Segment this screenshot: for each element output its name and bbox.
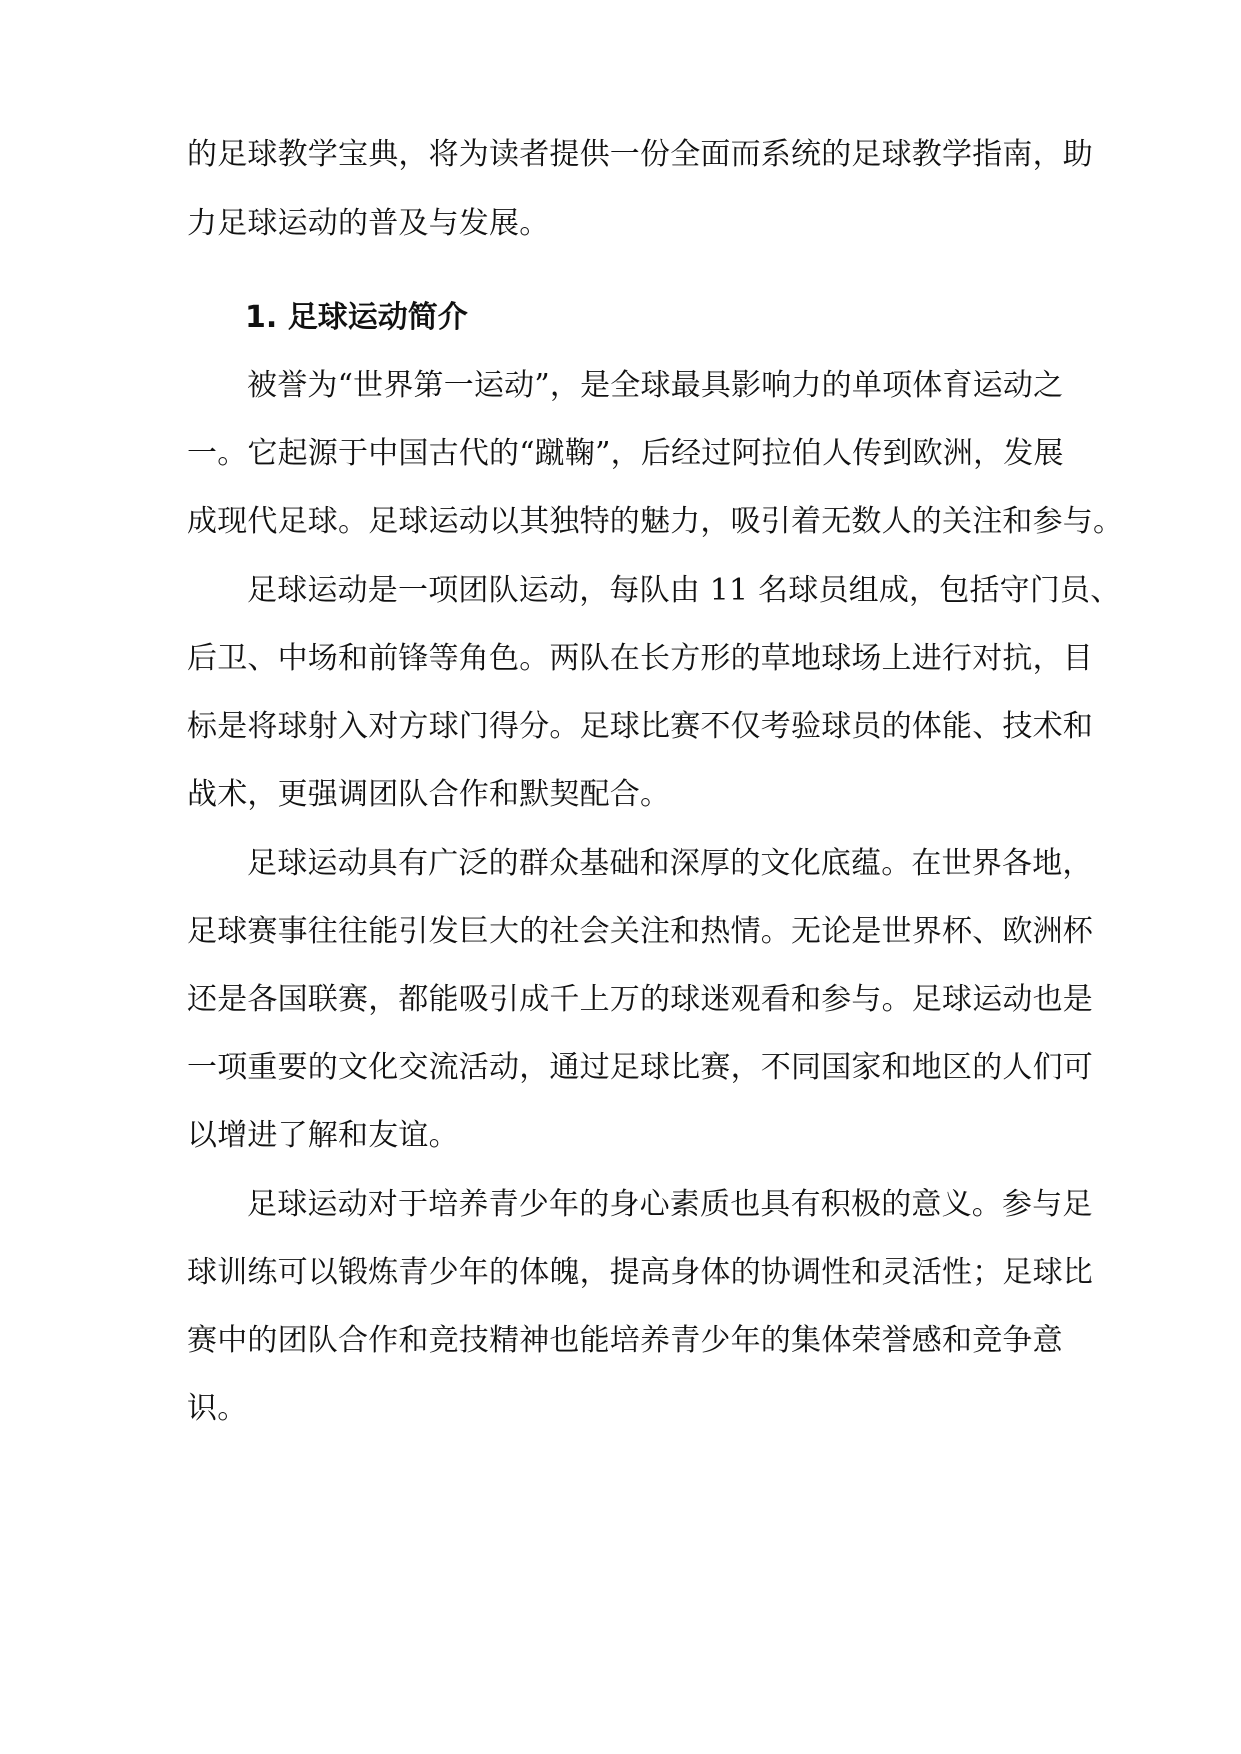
paragraph-3-line-2: 足球赛事往往能引发巨大的社会关注和热情。无论是世界杯、欧洲杯 <box>187 914 1093 949</box>
section-heading: 1. 足球运动简介 <box>245 300 468 335</box>
paragraph-2-line-1: 足球运动是一项团队运动，每队由 11 名球员组成，包括守门员、 <box>247 573 1121 608</box>
paragraph-3-line-5: 以增进了解和友谊。 <box>187 1118 459 1153</box>
paragraph-4-line-2: 球训练可以锻炼青少年的体魄，提高身体的协调性和灵活性；足球比 <box>187 1255 1093 1290</box>
paragraph-2-line-3: 标是将球射入对方球门得分。足球比赛不仅考验球员的体能、技术和 <box>187 709 1093 744</box>
paragraph-1-line-3: 成现代足球。足球运动以其独特的魅力，吸引着无数人的关注和参与。 <box>187 504 1124 539</box>
paragraph-2-line-4: 战术，更强调团队合作和默契配合。 <box>187 777 671 812</box>
paragraph-1-line-1: 被誉为“世界第一运动”，是全球最具影响力的单项体育运动之 <box>247 368 1064 403</box>
paragraph-4-line-4: 识。 <box>187 1391 248 1426</box>
paragraph-3-line-1: 足球运动具有广泛的群众基础和深厚的文化底蕴。在世界各地， <box>247 846 1093 881</box>
paragraph-3-line-3: 还是各国联赛，都能吸引成千上万的球迷观看和参与。足球运动也是 <box>187 982 1093 1017</box>
paragraph-3-line-4: 一项重要的文化交流活动，通过足球比赛，不同国家和地区的人们可 <box>187 1050 1093 1085</box>
paragraph-2-line-2: 后卫、中场和前锋等角色。两队在长方形的草地球场上进行对抗，目 <box>187 641 1093 676</box>
intro-line-2: 力足球运动的普及与发展。 <box>187 206 550 241</box>
paragraph-4-line-3: 赛中的团队合作和竞技精神也能培养青少年的集体荣誉感和竞争意 <box>187 1323 1063 1358</box>
paragraph-1-line-2: 一。它起源于中国古代的“蹴鞠”，后经过阿拉伯人传到欧洲，发展 <box>187 436 1064 471</box>
intro-line-1: 的足球教学宝典，将为读者提供一份全面而系统的足球教学指南，助 <box>187 137 1093 172</box>
paragraph-4-line-1: 足球运动对于培养青少年的身心素质也具有积极的意义。参与足 <box>247 1187 1093 1222</box>
